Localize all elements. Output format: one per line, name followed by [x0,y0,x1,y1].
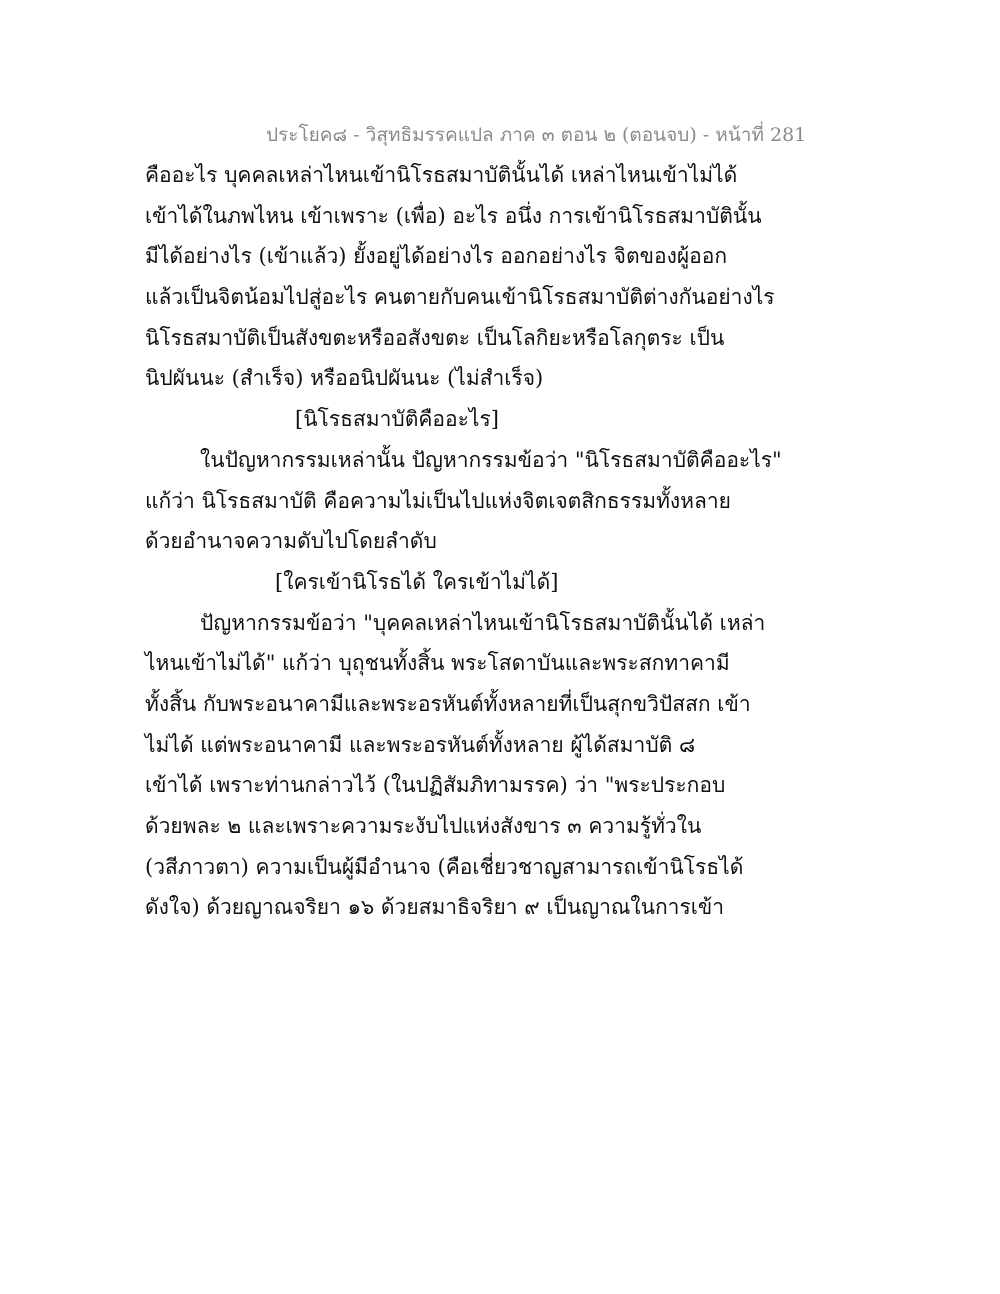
page-header: ประโยค๘ - วิสุทธิมรรคแปล ภาค ๓ ตอน ๒ (ตอนจบ) - หน้าที่ 281 [266,124,807,146]
body-line: เข้าได้ เพราะท่านกล่าวไว้ (ในปฏิสัมภิทามรรค) ว่า "พระประกอบ [145,773,726,798]
body-line: ในปัญหากรรมเหล่านั้น ปัญหากรรมข้อว่า "นิโรธสมาบัติคืออะไร" [200,447,782,472]
body-line: แก้ว่า นิโรธสมาบัติ คือความไม่เป็นไปแห่งจิตเจตสิกธรรมทั้งหลาย [145,488,731,513]
body-line: นิโรธสมาบัติเป็นสังขตะหรืออสังขตะ เป็นโลกิยะหรือโลกุตระ เป็น [145,325,725,350]
body-line: ด้วยพละ ๒ และเพราะความระงับไปแห่งสังขาร ๓ ความรู้ทั่วใน [145,814,702,838]
body-line: ด้วยอำนาจความดับไปโดยลำดับ [145,529,437,554]
body-line: มีได้อย่างไร (เข้าแล้ว) ยั้งอยู่ได้อย่างไร ออกอย่างไร จิตของผู้ออก [145,244,728,269]
body-line: นิปผันนะ (สำเร็จ) หรืออนิปผันนะ (ไม่สำเร็จ) [145,366,544,391]
body-line: ไม่ได้ แต่พระอนาคามี และพระอรหันต์ทั้งหลาย ผู้ได้สมาบัติ ๘ [145,732,696,757]
section-heading: [นิโรธสมาบัติคืออะไร] [295,407,499,432]
body-line: ทั้งสิ้น กับพระอนาคามีและพระอรหันต์ทั้งหลายที่เป็นสุกขวิปัสสก เข้า [145,691,751,716]
body-text [145,155,782,928]
body-line: เข้าได้ในภพไหน เข้าเพราะ (เพื่อ) อะไร อนึ่ง การเข้านิโรธสมาบัตินั้น [145,203,762,228]
body-line: ดังใจ) ด้วยญาณจริยา ๑๖ ด้วยสมาธิจริยา ๙ เป็นญาณในการเข้า [145,895,725,920]
section-heading: [ใครเข้านิโรธได้ ใครเข้าไม่ได้] [275,569,559,594]
body-line: (วสีภาวตา) ความเป็นผู้มีอำนาจ (คือเชี่ยวชาญสามารถเข้านิโรธได้ [145,854,744,879]
body-line: คืออะไร บุคคลเหล่าไหนเข้านิโรธสมาบัตินั้นได้ เหล่าไหนเข้าไม่ได้ [145,163,738,187]
body-line: แล้วเป็นจิตน้อมไปสู่อะไร คนตายกับคนเข้านิโรธสมาบัติต่างกันอย่างไร [145,285,775,310]
body-line: ปัญหากรรมข้อว่า "บุคคลเหล่าไหนเข้านิโรธสมาบัตินั้นได้ เหล่า [200,610,766,635]
body-line: ไหนเข้าไม่ได้" แก้ว่า บุถุชนทั้งสิ้น พระโสดาบันและพระสกทาคามี [145,651,730,676]
